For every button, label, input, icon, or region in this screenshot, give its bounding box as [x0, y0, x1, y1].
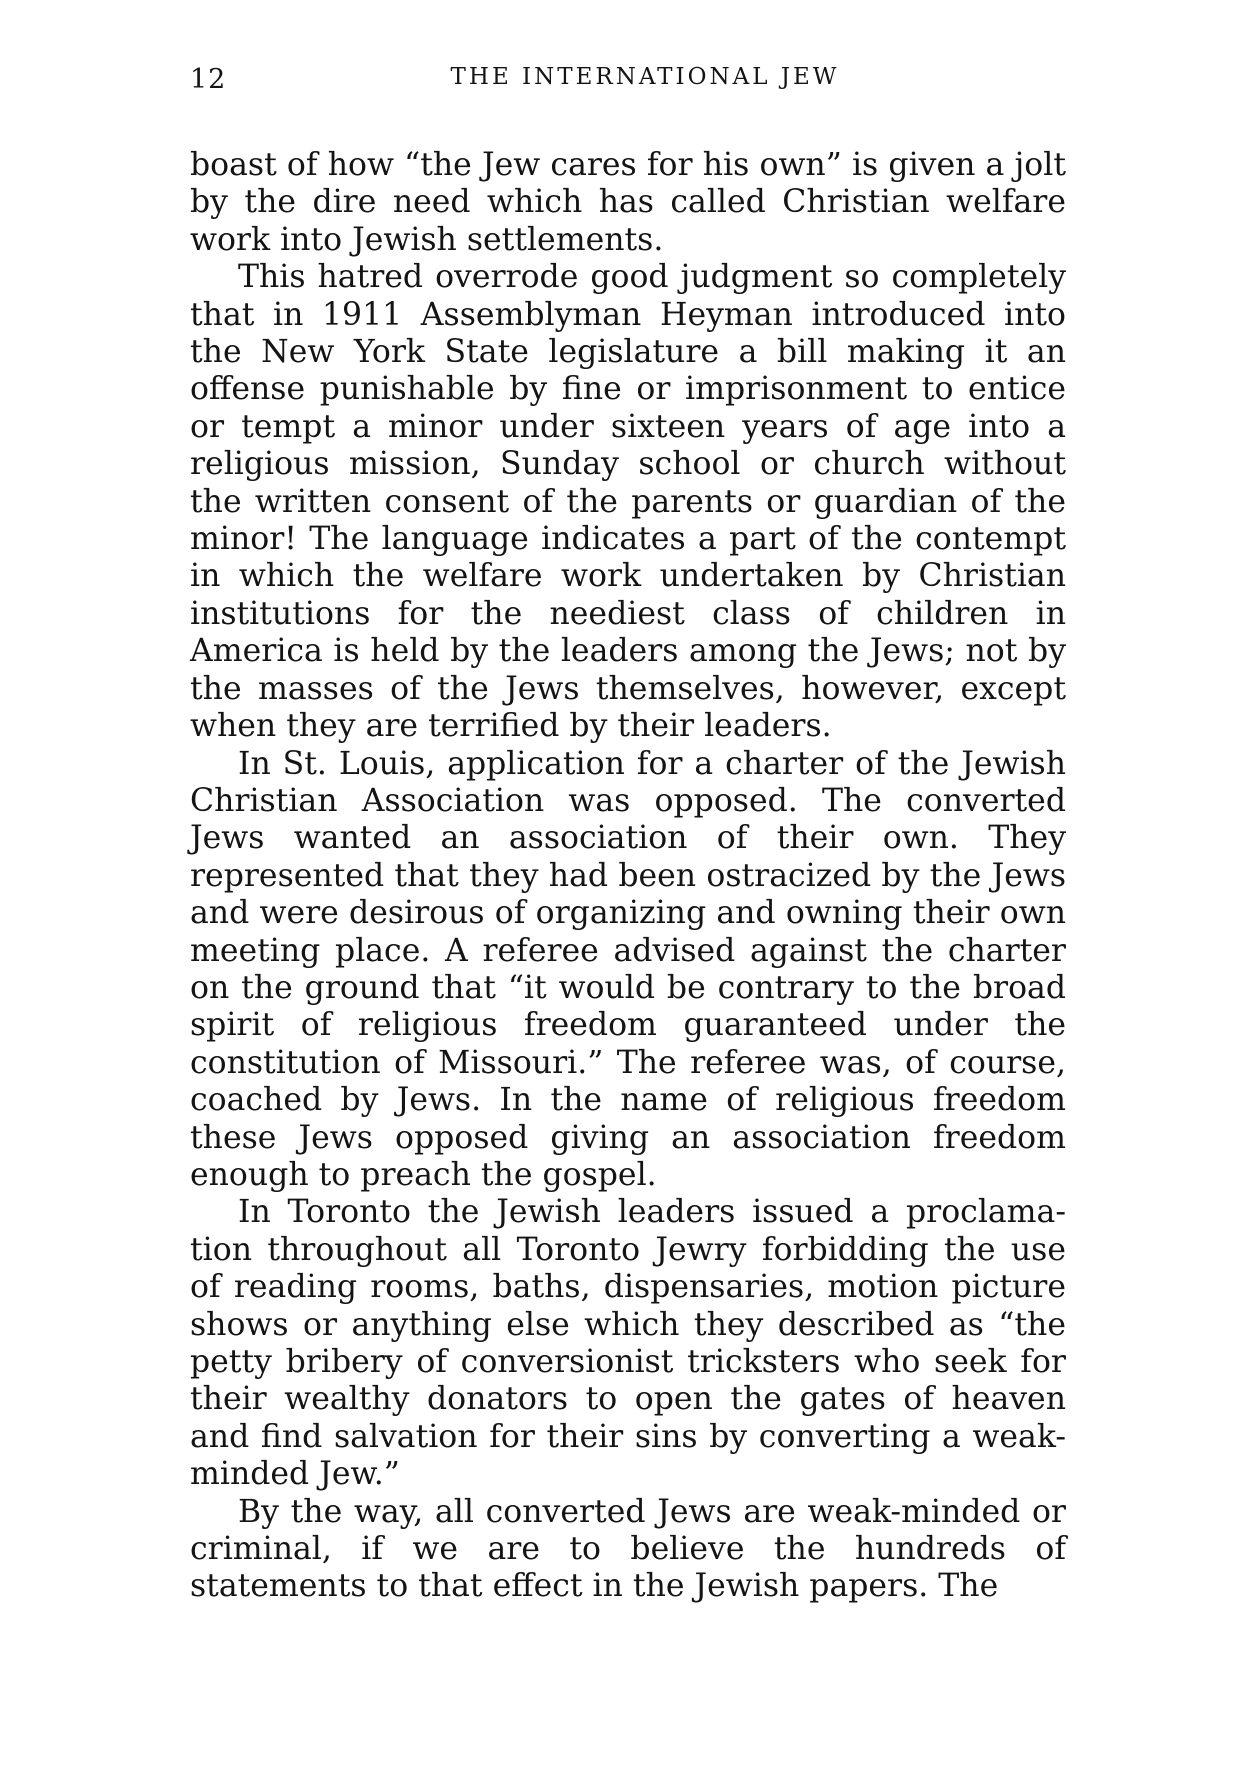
paragraph-continued: boast of how “the Jew cares for his own” is given a jolt by the dire need which has called Christian welfare work into Jewish settlements.	[190, 147, 1066, 258]
paragraph: In Toronto the Jewish leaders issued a proclamation throughout all Toronto Jewry forbidding the use of reading rooms, baths, dispensaries, motion picture shows or anything else which they described as “the petty bribery of conversionist tricksters who seek for their wealthy donators to open the gates of heaven and find salvation for their sins by converting a weak-minded Jew.”	[190, 1194, 1066, 1493]
paragraph: By the way, all converted Jews are weak-minded or criminal, if we are to believe the hundreds of statements to that effect in the Jewish papers. The	[190, 1493, 1066, 1605]
paragraph: In St. Louis, application for a charter of the Jewish Christian Association was opposed. The converted Jews wanted an association of their own. They represented that they had been ostracized by the Jews and were desirous of organizing and owning their own meeting place. A referee advised against the charter on the ground that “it would be contrary to the broad spirit of religious freedom guaranteed under the constitution of Missouri.” The referee was, of course, coached by Jews. In the name of religious freedom these Jews opposed giving an association freedom enough to preach the gospel.	[190, 745, 1066, 1193]
running-title: THE INTERNATIONAL JEW	[450, 64, 840, 90]
body-text	[190, 147, 1066, 1606]
page-number: 12	[190, 64, 227, 95]
running-head	[190, 64, 1070, 104]
paragraph: This hatred overrode good judgment so completely that in 1911 Assemblyman Heyman introduced into the New York State legislature a bill making it an offense punishable by fine or imprisonment to entice or tempt a minor under sixteen years of age into a religious mission, Sunday school or church without the written consent of the parents or guardian of the minor! The language indicates a part of the contempt in which the welfare work undertaken by Christian institutions for the neediest class of children in America is held by the leaders among the Jews; not by the masses of the Jews themselves, however, except when they are terrified by their leaders.	[190, 259, 1066, 745]
